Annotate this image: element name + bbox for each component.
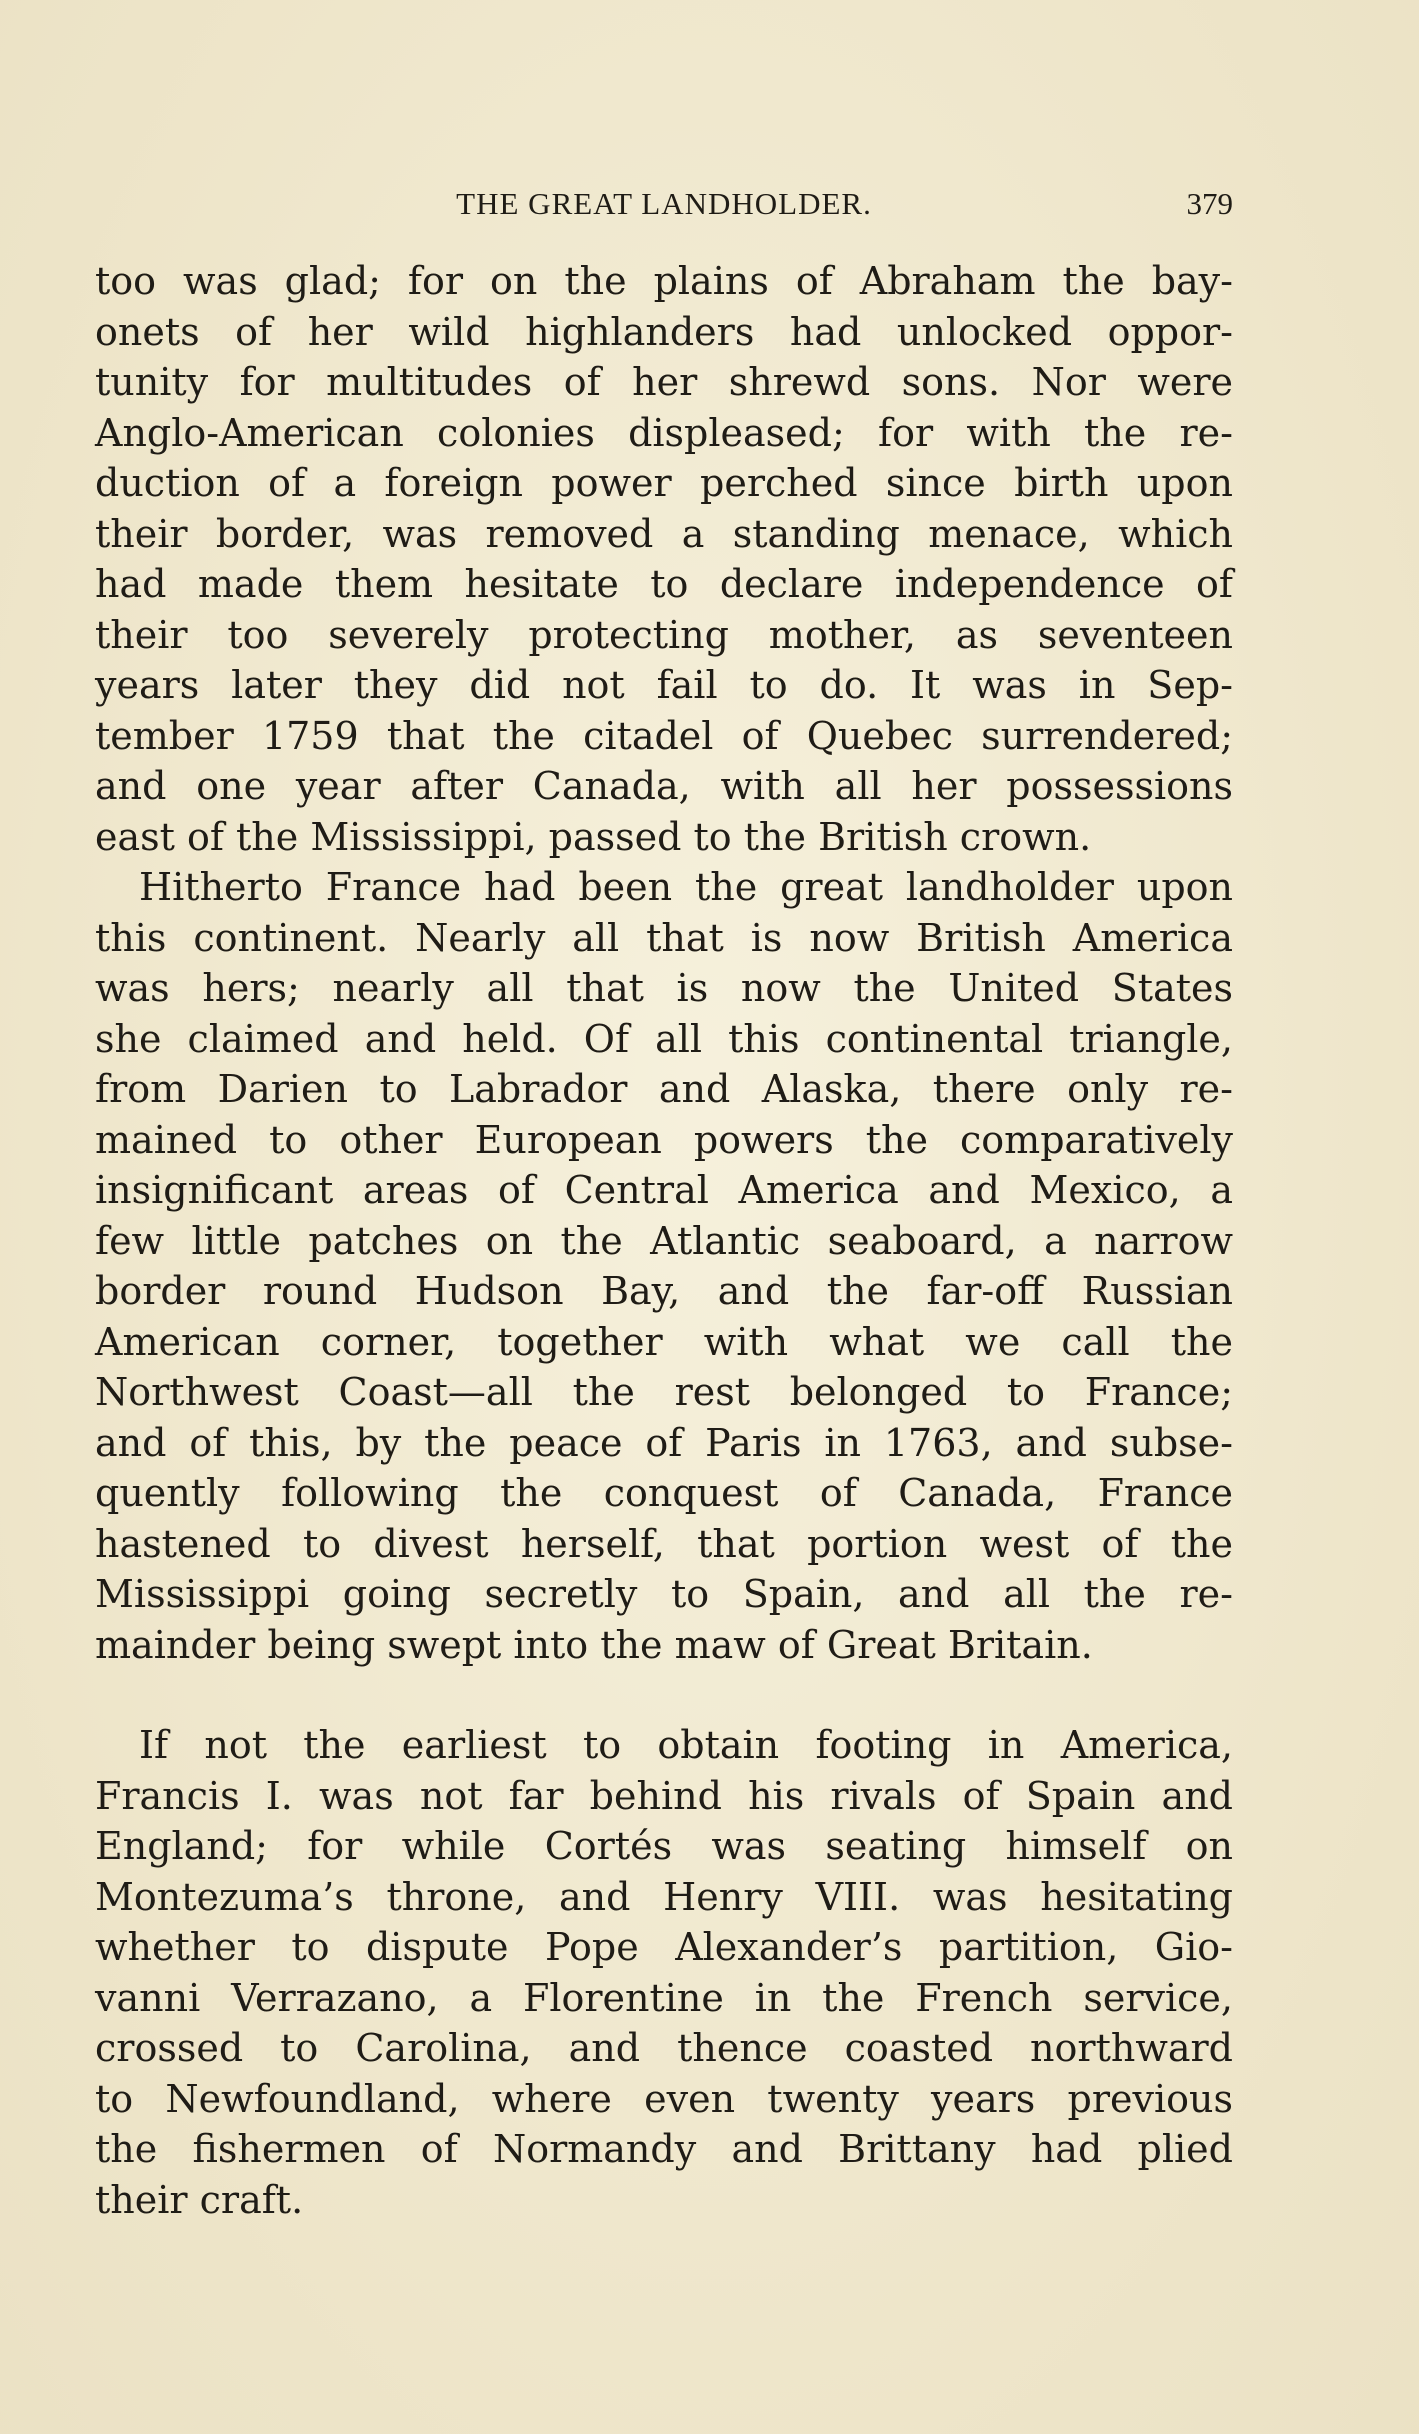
section-gap [95,1670,1233,1720]
text-line: had made them hesitate to declare independence of [95,562,1233,606]
text-line: If not the earliest to obtain footing in America, [139,1723,1233,1767]
text-line: Hitherto France had been the great landholder upon [139,865,1233,909]
text-line: tember 1759 that the citadel of Quebec surrendered; [95,713,1233,758]
text-line: Anglo-American colonies displeased; for with the re- [95,410,1233,455]
text-line: tunity for multitudes of her shrewd sons. Nor were [95,360,1233,404]
page-header [95,186,1233,226]
paragraph-3 [95,1720,1233,2225]
text-line: years later they did not fail to do. It was in Sep- [95,663,1233,707]
text-line: and one year after Canada, with all her possessions [95,764,1233,808]
text-line: their craft. [95,2177,304,2222]
text-line: and of this, by the peace of Paris in 1763, and subse- [95,1420,1233,1465]
text-line: their too severely protecting mother, as seventeen [95,612,1233,657]
text-line: American corner, together with what we call the [95,1319,1233,1364]
text-line: Mississippi going secretly to Spain, and all the re- [95,1572,1233,1616]
text-line: hastened to divest herself, that portion west of the [95,1521,1233,1566]
body-text [95,256,1233,2225]
text-line: insignificant areas of Central America and Mexico, a [95,1168,1233,1212]
paragraph-1 [95,256,1233,862]
text-line: from Darien to Labrador and Alaska, there only re- [95,1067,1233,1111]
text-line: mained to other European powers the comparatively [95,1117,1233,1162]
text-line: crossed to Carolina, and thence coasted northward [95,2026,1233,2070]
text-line: too was glad; for on the plains of Abraham the bay- [95,259,1233,303]
text-line: vanni Verrazano, a Florentine in the French service, [95,1975,1233,2020]
text-line: this continent. Nearly all that is now British America [95,915,1233,960]
page-number: 379 [1186,186,1233,221]
text-line: Montezuma’s throne, and Henry VIII. was hesitating [95,1874,1233,1919]
text-line: their border, was removed a standing menace, which [95,511,1233,556]
text-line: duction of a foreign power perched since birth upon [95,461,1233,505]
text-line: Francis I. was not far behind his rivals of Spain and [95,1773,1233,1818]
text-line: to Newfoundland, where even twenty years previous [95,2076,1233,2121]
text-line: was hers; nearly all that is now the United States [95,966,1233,1010]
text-line: border round Hudson Bay, and the far-off Russian [95,1269,1233,1313]
running-title: THE GREAT LANDHOLDER. [456,186,872,221]
text-line: whether to dispute Pope Alexander’s partition, Gio- [95,1925,1233,1969]
paragraph-2 [95,862,1233,1670]
text-line: few little patches on the Atlantic seaboard, a narrow [95,1218,1233,1263]
text-line: east of the Mississippi, passed to the British crown. [95,814,1092,859]
text-line: the fishermen of Normandy and Brittany had plied [95,2127,1233,2171]
text-line: she claimed and held. Of all this continental triangle, [95,1016,1233,1061]
text-line: England; for while Cortés was seating himself on [95,1824,1233,1868]
text-line: quently following the conquest of Canada, France [95,1471,1233,1515]
text-line: Northwest Coast—all the rest belonged to France; [95,1370,1233,1414]
text-line: onets of her wild highlanders had unlocked oppor- [95,309,1233,354]
text-line: mainder being swept into the maw of Great Britain. [95,1622,1093,1667]
